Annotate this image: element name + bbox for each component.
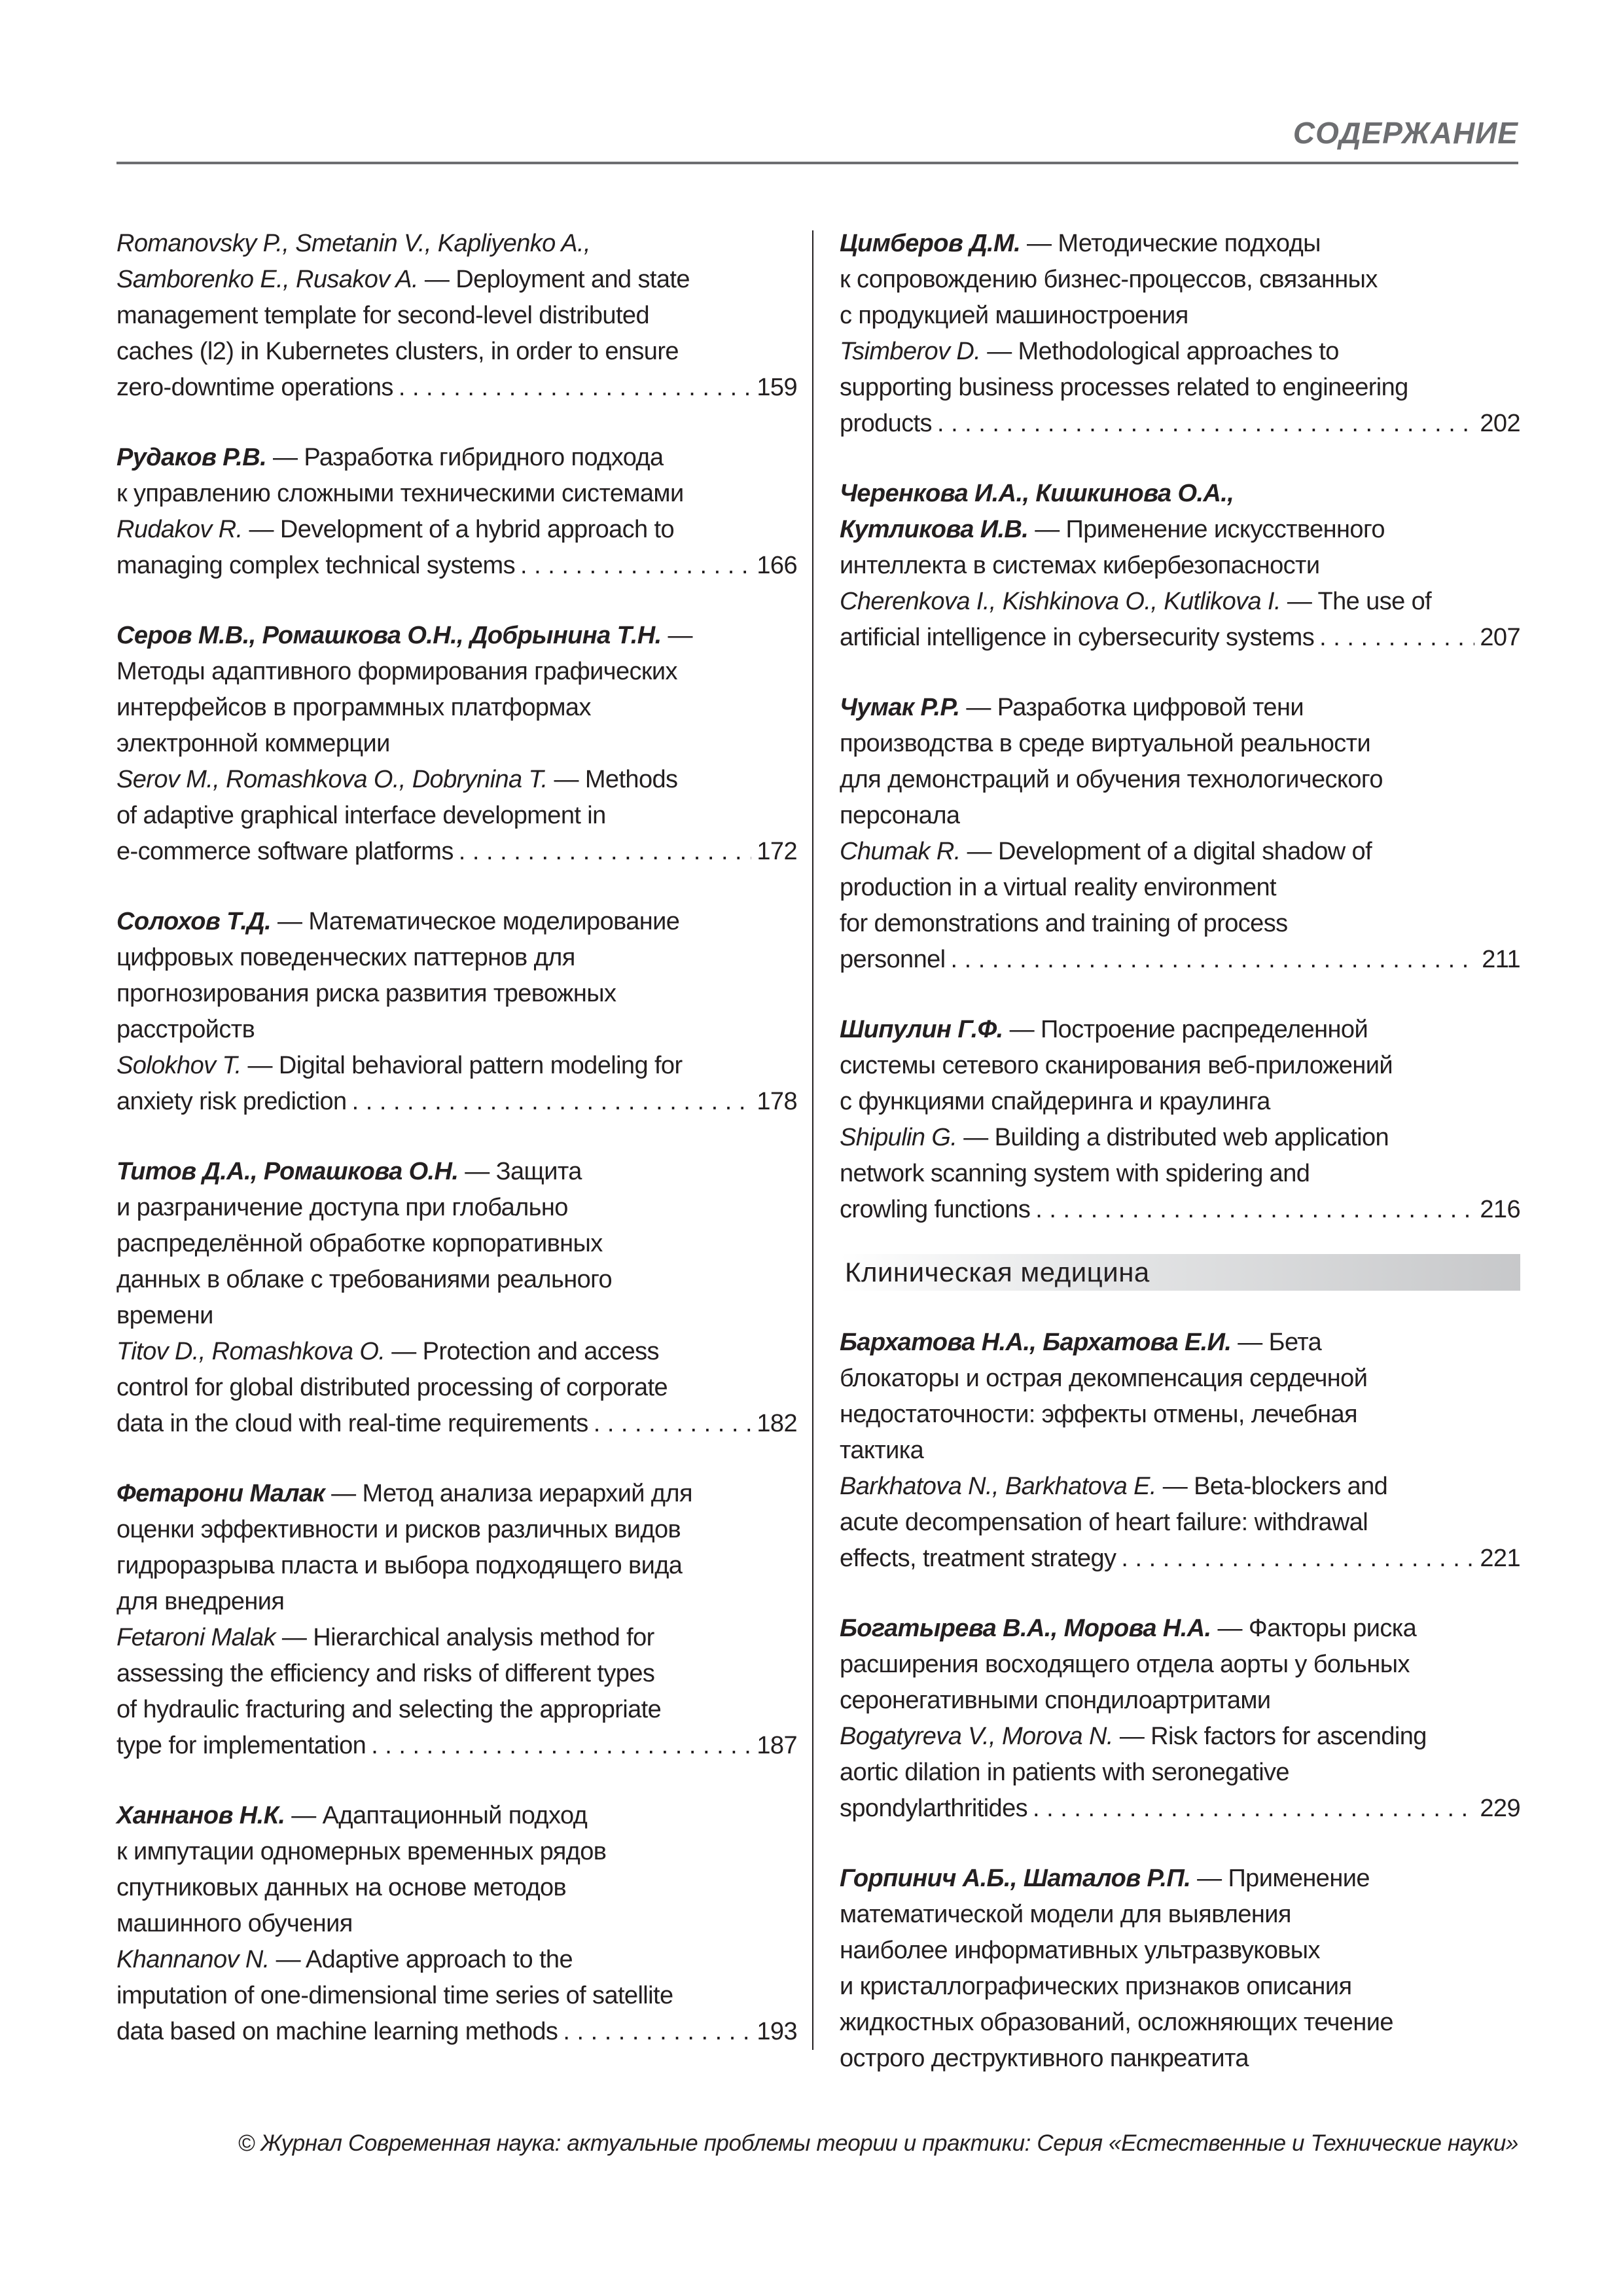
- toc-entry-line: [840, 298, 1520, 334]
- ru-authors: Черенкова И.А., Кишкинова О.А.,: [840, 480, 1234, 507]
- entry-text: — Разработка гибридного подхода: [266, 444, 664, 471]
- entry-text: — Digital behavioral pattern modeling for: [241, 1052, 683, 1079]
- entry-text: managing complex technical systems: [116, 552, 515, 579]
- entry-text: acute decompensation of heart failure: withdrawal: [840, 1509, 1368, 1536]
- toc-entry-line: [116, 1978, 797, 2014]
- toc-entry-line: [840, 1325, 1520, 1361]
- toc-entry-line: [116, 1190, 797, 1226]
- toc-entry-last-line: [840, 406, 1520, 442]
- toc-entry-last-line: [116, 370, 797, 406]
- toc-entry-line: [116, 1906, 797, 1942]
- entry-text: —: [661, 622, 692, 649]
- entry-text: — Methodological approaches to: [980, 338, 1339, 365]
- entry-text: наиболее информативных ультразвуковых: [840, 1937, 1320, 1964]
- entry-text: к импутации одномерных временных рядов: [116, 1838, 607, 1865]
- dot-leader: [459, 834, 752, 870]
- toc-entry-line: [116, 476, 797, 512]
- entry-text: — Методические подходы: [1020, 230, 1321, 257]
- toc-entry-last-line: [116, 548, 797, 584]
- toc-entry-line: [840, 2005, 1520, 2041]
- toc-entry-line: [840, 906, 1520, 942]
- toc-entry[interactable]: [116, 440, 797, 584]
- toc-entry-line: [840, 1397, 1520, 1433]
- toc-entry-line: [116, 1798, 797, 1834]
- dot-leader: [1319, 620, 1474, 656]
- page-number[interactable]: 193: [757, 2018, 797, 2045]
- entry-text: spondylarthritides: [840, 1795, 1028, 1822]
- toc-entry-line: [116, 512, 797, 548]
- page-number[interactable]: 221: [1480, 1545, 1520, 1572]
- toc-entry-line: [840, 226, 1520, 262]
- entry-text: network scanning system with spidering and: [840, 1160, 1310, 1187]
- toc-entry-line: [840, 2041, 1520, 2077]
- toc-entry-line: [116, 1048, 797, 1084]
- entry-text: персонала: [840, 802, 960, 829]
- toc-entry-line: [840, 334, 1520, 370]
- page-number[interactable]: 182: [757, 1410, 797, 1437]
- toc-entry-line: [840, 476, 1520, 512]
- toc-entry[interactable]: [116, 1476, 797, 1764]
- page-number[interactable]: 229: [1480, 1795, 1520, 1822]
- toc-entry-line: [116, 654, 797, 690]
- toc-entry-line: [116, 1370, 797, 1406]
- toc-entry-line: [116, 940, 797, 976]
- entry-text: системы сетевого сканирования веб-приложений: [840, 1052, 1393, 1079]
- toc-entry-line: [840, 1861, 1520, 1897]
- toc-entry-last-line: [840, 1541, 1520, 1577]
- toc-entry-line: [840, 834, 1520, 870]
- toc-entry[interactable]: [116, 618, 797, 870]
- page-number[interactable]: 207: [1480, 624, 1520, 651]
- entry-text: — Adaptive approach to the: [269, 1946, 573, 1973]
- header-rule: [116, 162, 1518, 164]
- toc-entry-line: [840, 1933, 1520, 1969]
- en-authors: Barkhatova N., Barkhatova E.: [840, 1473, 1156, 1500]
- toc-entry-line: [116, 1226, 797, 1262]
- toc-entry-line: [116, 1870, 797, 1906]
- footer-copyright: © Журнал Современная наука: актуальные проблемы теории и практики: Серия «Естественные и Технические науки»: [238, 2130, 1518, 2156]
- ru-authors: Горпинич А.Б., Шаталов Р.П.: [840, 1865, 1191, 1892]
- toc-entry[interactable]: [840, 1861, 1520, 2077]
- page-number[interactable]: 178: [757, 1088, 797, 1115]
- entry-text: для внедрения: [116, 1588, 285, 1615]
- entry-text: — Факторы риска: [1211, 1615, 1417, 1642]
- en-authors: Solokhov T.: [116, 1052, 241, 1079]
- toc-entry-last-line: [840, 1192, 1520, 1228]
- toc-entry-line: [116, 262, 797, 298]
- entry-text: спутниковых данных на основе методов: [116, 1874, 567, 1901]
- toc-entry-line: [840, 1897, 1520, 1933]
- dot-leader: [951, 942, 1477, 978]
- toc-right-column: [840, 226, 1520, 2111]
- entry-text: data in the cloud with real-time requirements: [116, 1410, 588, 1437]
- dot-leader: [371, 1728, 751, 1764]
- toc-entry-line: [116, 1620, 797, 1656]
- toc-entry-last-line: [116, 1406, 797, 1442]
- entry-text: недостаточности: эффекты отмены, лечебная: [840, 1401, 1357, 1428]
- toc-entry-line: [116, 1692, 797, 1728]
- toc-entry-line: [116, 618, 797, 654]
- entry-text: данных в облаке с требованиями реального: [116, 1266, 613, 1293]
- entry-text: и кристаллографических признаков описания: [840, 1973, 1352, 2000]
- entry-text: к управлению сложными техническими системами: [116, 480, 684, 507]
- ru-authors: Цимберов Д.М.: [840, 230, 1021, 257]
- entry-text: жидкостных образований, осложняющих течение: [840, 2009, 1393, 2036]
- entry-text: электронной коммерции: [116, 730, 390, 757]
- entry-text: — Защита: [458, 1158, 582, 1185]
- entry-text: — Risk factors for ascending: [1113, 1723, 1427, 1750]
- toc-entry[interactable]: [840, 1611, 1520, 1827]
- entry-text: control for global distributed processing of corporate: [116, 1374, 668, 1401]
- entry-text: оценки эффективности и рисков различных видов: [116, 1516, 681, 1543]
- toc-entry-line: [840, 1361, 1520, 1397]
- toc-entry-line: [116, 904, 797, 940]
- entry-text: of hydraulic fracturing and selecting the appropriate: [116, 1696, 662, 1723]
- ru-authors: Кутликова И.В.: [840, 516, 1029, 543]
- toc-entry-line: [840, 1647, 1520, 1683]
- entry-text: для демонстраций и обучения технологического: [840, 766, 1383, 793]
- toc-entry-line: [840, 726, 1520, 762]
- entry-text: времени: [116, 1302, 213, 1329]
- entry-text: серонегативными спондилоартритами: [840, 1687, 1271, 1714]
- toc-entry-line: [116, 1476, 797, 1512]
- entry-text: — Development of a digital shadow of: [960, 838, 1372, 865]
- ru-authors: Титов Д.А., Ромашкова О.Н.: [116, 1158, 459, 1185]
- page-number[interactable]: 172: [757, 838, 797, 865]
- entry-text: data based on machine learning methods: [116, 2018, 558, 2045]
- toc-entry-line: [840, 1084, 1520, 1120]
- entry-text: машинного обучения: [116, 1910, 353, 1937]
- toc-entry-line: [116, 1548, 797, 1584]
- entry-text: интеллекта в системах кибербезопасности: [840, 552, 1320, 579]
- entry-text: распределённой обработке корпоративных: [116, 1230, 603, 1257]
- entry-text: и разграничение доступа при глобально: [116, 1194, 568, 1221]
- toc-entry-line: [116, 690, 797, 726]
- ru-authors: Шипулин Г.Ф.: [840, 1016, 1003, 1043]
- toc-entry-line: [840, 1611, 1520, 1647]
- column-divider: [812, 230, 813, 2050]
- en-authors: Shipulin G.: [840, 1124, 957, 1151]
- entry-text: management template for second-level distributed: [116, 302, 649, 329]
- ru-authors: Чумак Р.Р.: [840, 694, 960, 721]
- page-number[interactable]: 216: [1480, 1196, 1520, 1223]
- toc-entry-line: [116, 440, 797, 476]
- toc-entry-line: [116, 1298, 797, 1334]
- toc-entry-line: [116, 1942, 797, 1978]
- toc-entry-line: [116, 976, 797, 1012]
- entry-text: — Beta-blockers and: [1156, 1473, 1388, 1500]
- entry-text: цифровых поведенческих паттернов для: [116, 944, 575, 971]
- entry-text: personnel: [840, 946, 946, 973]
- en-authors: Tsimberov D.: [840, 338, 981, 365]
- entry-text: математической модели для выявления: [840, 1901, 1291, 1928]
- dot-leader: [563, 2014, 751, 2050]
- toc-entry-line: [840, 1683, 1520, 1719]
- toc-entry-line: [840, 1755, 1520, 1791]
- entry-text: zero-downtime operations: [116, 374, 393, 401]
- toc-entry-line: [840, 1048, 1520, 1084]
- dot-leader: [352, 1084, 752, 1120]
- toc-entry-line: [116, 726, 797, 762]
- ru-authors: Фетарони Малак: [116, 1480, 325, 1507]
- entry-text: — Methods: [547, 766, 678, 793]
- toc-entry-line: [840, 1969, 1520, 2005]
- toc-entry-line: [116, 1262, 797, 1298]
- toc-entry-line: [840, 262, 1520, 298]
- toc-entry-line: [840, 798, 1520, 834]
- dot-leader: [399, 370, 752, 406]
- entry-text: с функциями спайдеринга и краулинга: [840, 1088, 1270, 1115]
- entry-text: интерфейсов в программных платформах: [116, 694, 591, 721]
- section-header-clinical-medicine: Клиническая медицина: [840, 1254, 1520, 1291]
- entry-text: aortic dilation in patients with seronegative: [840, 1759, 1289, 1786]
- entry-text: расширения восходящего отдела аорты у больных: [840, 1651, 1410, 1678]
- toc-entry-line: [840, 1469, 1520, 1505]
- en-authors: Titov D., Romashkova O.: [116, 1338, 385, 1365]
- toc-entry-line: [116, 1512, 797, 1548]
- entry-text: прогнозирования риска развития тревожных: [116, 980, 616, 1007]
- toc-entry[interactable]: [116, 226, 797, 406]
- entry-text: assessing the efficiency and risks of different types: [116, 1660, 655, 1687]
- entry-text: crowling functions: [840, 1196, 1031, 1223]
- toc-entry-line: [116, 1154, 797, 1190]
- toc-entry-line: [840, 1505, 1520, 1541]
- entry-text: блокаторы и острая декомпенсация сердечной: [840, 1365, 1368, 1392]
- toc-entry[interactable]: [840, 1325, 1520, 1577]
- entry-text: — Применение: [1190, 1865, 1370, 1892]
- toc-entry-line: [840, 1433, 1520, 1469]
- entry-text: Методы адаптивного формирования графических: [116, 658, 677, 685]
- ru-authors: Серов М.В., Ромашкова О.Н., Добрынина Т.Н.: [116, 622, 662, 649]
- dot-leader: [1033, 1791, 1474, 1827]
- ru-authors: Богатырева В.А., Морова Н.А.: [840, 1615, 1211, 1642]
- entry-text: products: [840, 410, 932, 437]
- toc-entry-line: [840, 1719, 1520, 1755]
- toc-entry-last-line: [116, 1084, 797, 1120]
- toc-entry-line: [840, 762, 1520, 798]
- page-number[interactable]: 187: [757, 1732, 797, 1759]
- entry-text: к сопровождению бизнес-процессов, связанных: [840, 266, 1378, 293]
- ru-authors: Рудаков Р.В.: [116, 444, 267, 471]
- entry-text: — Deployment and state: [418, 266, 690, 293]
- en-authors: Serov M., Romashkova O., Dobrynina T.: [116, 766, 548, 793]
- entry-text: caches (l2) in Kubernetes clusters, in order to ensure: [116, 338, 679, 365]
- page-number[interactable]: 211: [1482, 946, 1520, 973]
- toc-entry-last-line: [840, 1791, 1520, 1827]
- toc-entry[interactable]: [116, 904, 797, 1120]
- toc-entry[interactable]: [840, 476, 1520, 656]
- toc-entry-line: [116, 1656, 797, 1692]
- entry-text: — Построение распределенной: [1003, 1016, 1368, 1043]
- toc-entry[interactable]: [840, 1012, 1520, 1228]
- toc-entry-line: [840, 512, 1520, 548]
- entry-text: artificial intelligence in cybersecurity systems: [840, 624, 1315, 651]
- entry-text: тактика: [840, 1437, 924, 1464]
- entry-text: anxiety risk prediction: [116, 1088, 347, 1115]
- entry-text: — The use of: [1280, 588, 1432, 615]
- toc-entry-line: [840, 1156, 1520, 1192]
- entry-text: — Математическое моделирование: [271, 908, 680, 935]
- toc-entry-line: [840, 1012, 1520, 1048]
- entry-text: с продукцией машиностроения: [840, 302, 1188, 329]
- entry-text: производства в среде виртуальной реальности: [840, 730, 1371, 757]
- toc-entry-last-line: [116, 1728, 797, 1764]
- en-authors: Samborenko E., Rusakov A.: [116, 266, 418, 293]
- entry-text: — Применение искусственного: [1028, 516, 1385, 543]
- en-authors: Rudakov R.: [116, 516, 243, 543]
- entry-text: острого деструктивного панкреатита: [840, 2045, 1249, 2072]
- en-authors: Cherenkova I., Kishkinova O., Kutlikova I.: [840, 588, 1281, 615]
- entry-text: — Protection and access: [385, 1338, 659, 1365]
- toc-entry-line: [116, 334, 797, 370]
- en-authors: Fetaroni Malak: [116, 1624, 276, 1651]
- toc-entry-last-line: [840, 942, 1520, 978]
- ru-authors: Бархатова Н.А., Бархатова Е.И.: [840, 1329, 1232, 1356]
- entry-text: расстройств: [116, 1016, 255, 1043]
- en-authors: Khannanov N.: [116, 1946, 270, 1973]
- ru-authors: Солохов Т.Д.: [116, 908, 272, 935]
- en-authors: Chumak R.: [840, 838, 961, 865]
- toc-entry-line: [840, 870, 1520, 906]
- entry-text: of adaptive graphical interface development in: [116, 802, 606, 829]
- toc-entry-line: [116, 1334, 797, 1370]
- entry-text: e-commerce software platforms: [116, 838, 454, 865]
- entry-text: supporting business processes related to engineering: [840, 374, 1408, 401]
- entry-text: — Разработка цифровой тени: [959, 694, 1304, 721]
- entry-text: — Адаптационный подход: [285, 1802, 588, 1829]
- toc-entry-line: [840, 548, 1520, 584]
- toc-entry-line: [116, 1584, 797, 1620]
- toc-entry-line: [116, 798, 797, 834]
- en-authors: Bogatyreva V., Morova N.: [840, 1723, 1113, 1750]
- entry-text: — Бета: [1231, 1329, 1322, 1356]
- entry-text: — Hierarchical analysis method for: [275, 1624, 654, 1651]
- dot-leader: [594, 1406, 752, 1442]
- toc-entry-line: [116, 226, 797, 262]
- toc-entry[interactable]: [116, 1154, 797, 1442]
- toc-entry-line: [116, 1834, 797, 1870]
- dot-leader: [1121, 1541, 1474, 1577]
- entry-text: гидроразрыва пласта и выбора подходящего вида: [116, 1552, 683, 1579]
- dot-leader: [520, 548, 751, 584]
- dot-leader: [1035, 1192, 1474, 1228]
- toc-entry[interactable]: [116, 1798, 797, 2050]
- ru-authors: Ханнанов Н.К.: [116, 1802, 285, 1829]
- toc-entry-last-line: [840, 620, 1520, 656]
- entry-text: — Метод анализа иерархий для: [325, 1480, 692, 1507]
- entry-text: effects, treatment strategy: [840, 1545, 1116, 1572]
- toc-entry-line: [840, 370, 1520, 406]
- toc-entry-line: [840, 584, 1520, 620]
- en-authors: Romanovsky P., Smetanin V., Kapliyenko A.,: [116, 230, 590, 257]
- entry-text: production in a virtual reality environment: [840, 874, 1276, 901]
- entry-text: — Development of a hybrid approach to: [242, 516, 675, 543]
- page-header-title: СОДЕРЖАНИЕ: [1293, 116, 1518, 150]
- toc-left-column: [116, 226, 797, 2084]
- toc-entry-line: [116, 298, 797, 334]
- toc-entry-line: [116, 762, 797, 798]
- page-number[interactable]: 159: [757, 374, 797, 401]
- toc-entry[interactable]: [840, 690, 1520, 978]
- page-number[interactable]: 202: [1480, 410, 1520, 437]
- toc-entry[interactable]: [840, 226, 1520, 442]
- toc-entry-last-line: [116, 834, 797, 870]
- entry-text: for demonstrations and training of process: [840, 910, 1288, 937]
- toc-entry-last-line: [116, 2014, 797, 2050]
- dot-leader: [937, 406, 1474, 442]
- page-number[interactable]: 166: [757, 552, 797, 579]
- entry-text: type for implementation: [116, 1732, 366, 1759]
- entry-text: — Building a distributed web application: [957, 1124, 1389, 1151]
- toc-entry-line: [840, 690, 1520, 726]
- entry-text: imputation of one-dimensional time series of satellite: [116, 1982, 673, 2009]
- toc-entry-line: [116, 1012, 797, 1048]
- toc-entry-line: [840, 1120, 1520, 1156]
